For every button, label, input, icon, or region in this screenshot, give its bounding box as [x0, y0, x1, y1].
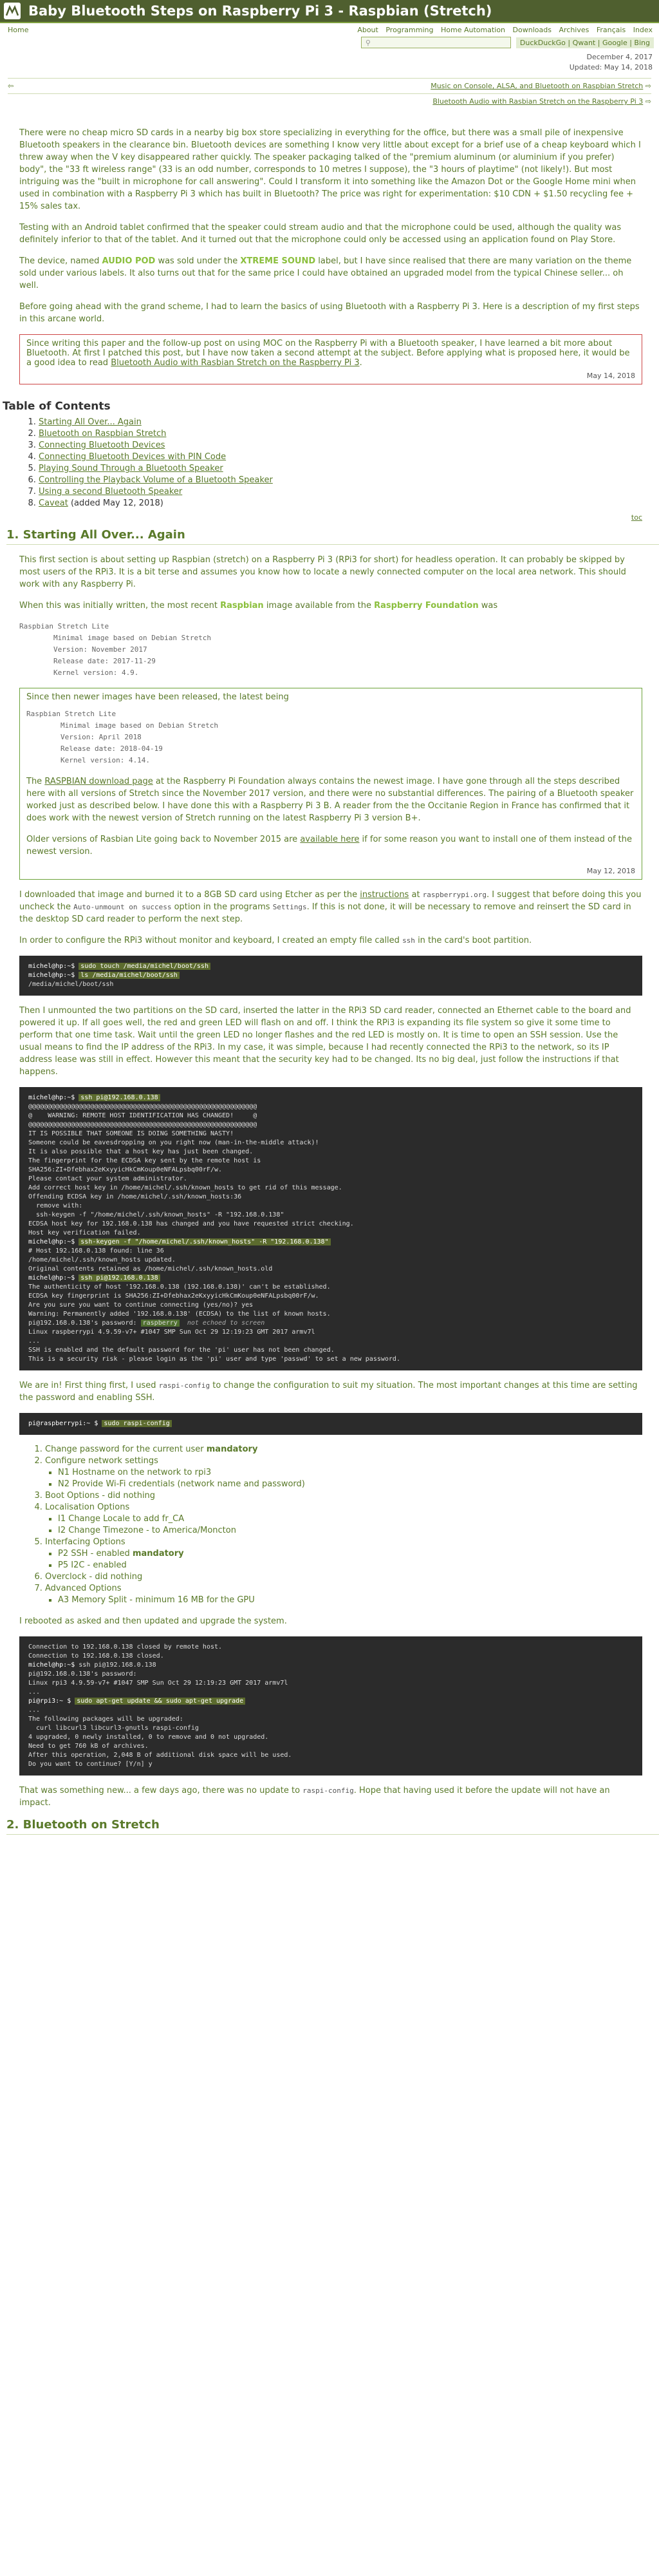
section-heading: 2. Bluetooth on Stretch [6, 1818, 659, 1835]
prev-post-link[interactable]: Music on Console, ALSA, and Bluetooth on Raspbian Stretch [431, 82, 644, 90]
search-engine-selector[interactable]: DuckDuckGo | Qwant | Google | Bing [516, 37, 654, 48]
search-icon: ⚲ [365, 38, 371, 47]
nav-home-automation[interactable]: Home Automation [440, 26, 506, 34]
toc-item: 5. Playing Sound Through a Bluetooth Speaker [39, 463, 642, 475]
site-header [0, 0, 659, 23]
nav-downloads[interactable]: Downloads [512, 26, 552, 34]
toc-item: 2. Bluetooth on Raspbian Stretch [39, 428, 642, 440]
nav-index[interactable]: Index [633, 26, 653, 34]
intro-paragraph: Testing with an Android tablet confirmed that the speaker could stream audio and that the microphone could be used, although the quality was definitely inferior to that of the tablet. And it turned out that the microphone could only be accessed using an application found on Play Store. [19, 223, 622, 245]
post-dates [0, 48, 659, 73]
list-item: 3. Boot Options - did nothing [45, 1490, 642, 1502]
page-title: Baby Bluetooth Steps on Raspberry Pi 3 - Raspbian (Stretch) [28, 3, 492, 19]
list-item: 6. Overclock - did nothing [45, 1571, 642, 1583]
post-navigation [8, 78, 651, 109]
nav-archives[interactable]: Archives [559, 26, 589, 34]
raspbian-download-link[interactable]: RASPBIAN download page [44, 777, 153, 786]
terminal-block: michel@hp:~$ sudo touch /media/michel/boot/ssh michel@hp:~$ ls /media/michel/boot/ssh /media/michel/boot/ssh [19, 956, 642, 996]
toc-item: 8. Caveat (added May 12, 2018) [39, 498, 642, 509]
right-arrow-icon: ⇨ [645, 97, 651, 106]
list-item: 2. Configure network settings ▪ N1 Hostname on the network to rpi3 ▪ N2 Provide Wi-Fi credentials (network name and password) [45, 1455, 642, 1490]
search-row [0, 34, 659, 48]
nav-francais[interactable]: Français [596, 26, 626, 34]
top-nav [0, 23, 659, 34]
main-nav [352, 26, 653, 34]
older-versions-link[interactable]: available here [300, 835, 360, 844]
section-heading: 1. Starting All Over... Again [6, 528, 659, 545]
toc-item: 6. Controlling the Playback Volume of a Bluetooth Speaker [39, 475, 642, 486]
site-logo[interactable] [4, 3, 21, 19]
nav-about[interactable]: About [357, 26, 378, 34]
nav-home[interactable]: Home [8, 26, 29, 34]
section-1: This first section is about setting up Raspbian (stretch) on a Raspberry Pi 3 (RPi3 for short) for headless operation. It can probably be skipped by most users of the RPi3. It is a bit terse and assumes you know how to locate a newly connected computer on the local area network. This should work with any Raspberry Pi. When this was initially written, the most recent Raspbian image available from the Raspberry Foundation was Raspbian Stretch Lite Minimal image based on Debian Stretch Version: November 2017 Release date: 2017-11-29 Kernel version: 4.9. Since then newer images have been released, the latest being Raspbian Stretch Lite Minimal image based on Debian Stretch Version: April 2018 Release date: 2018-04-19 Kernel version: 4.14. The RASPBIAN download page at the Raspberry Pi Foundation always contains the newest image. I have gone through all the steps described here with all versions of Stretch since the November 2017 version, and there were no substantial differences. The pairing of a Bluetooth speaker worked just as described below. I have done this with a Raspberry Pi 3 B. A reader from the the Occitanie Region in France has confirmed that it does work with the newest version of Stretch running on the latest Raspberry Pi 3 version B+. Older versions of Rasbian Lite going back to November 2015 are available here if for some reason you want to install one of them instead of the newest version. May 12, 2018 I downloaded that image and burned it to a 8GB SD card using Etcher as per the instructions at raspberrypi.org. I suggest that before doing this you uncheck the Auto-unmount on success option in the programs Settings. If this is not done, it will be necessary to remove and reinsert the SD card in the desktop SD card reader to perform the next step. In order to configure the RPi3 without monitor and keyboard, I created an empty file called ssh in the card's boot partition. michel@hp:~$ sudo touch /media/michel/boot/ssh michel@hp:~$ ls /media/michel/boot/ssh /media/michel/boot/ssh Then I unmounted the two partitions on the SD card, inserted the latter in the RPi3 SD card reader, connected an Ethernet cable to the board and powered it up. If all goes well, the red and green LED will flash on and off. I think the RPi3 is expanding its file system so give it some time to perform that one time task. Wait until the green LED no longer flashes and the red LED is mostly on. It is time to open an SSH session. Use the usual means to find the IP address of the RPi3. In my case, it was simple, because I had recently connected the RPi3 to the network, so its IP address lease was still in effect. However this meant that the security key had to be changed. Its no big deal, just follow the instructions if that happens. michel@hp:~$ ssh pi@192.168.0.138 @@@@@@@@@@@@@@@@@@@@@@@@@@@@@@@@@@@@@@@@@@@@@@@@@@@@@@@@@@@ @ WARNING: REMOTE HOST IDENTIFICATION HAS CHANGED! @ @@@@@@@@@@@@@@@@@@@@@@@@@@@@@@@@@@@@@@@@@@@@@@@@@@@@@@@@@@@ IT IS POSSIBLE THAT SOMEONE IS DOING SOMETHING NASTY! Someone could be eavesdropping on you right now (man-in-the-middle attack)! It is also possible that a host key has just been changed. The fingerprint for the ECDSA key sent by the remote host is SHA256:ZI+Dfebhax2eKxyyicHkCmKoup0eNFALpsbq00rF/w. Please contact your system administrator. Add correct host key in /home/michel/.ssh/known_hosts to get rid of this message. Offending ECDSA key in /home/michel/.ssh/known_hosts:36 remove with: ssh-keygen -f "/home/michel/.ssh/known_hosts" -R "192.168.0.138" ECDSA host key for 192.168.0.138 has changed and you have requested strict checking. Host key verification failed. michel@hp:~$ ssh-keygen -f "/home/michel/.ssh/known_hosts" -R "192.168.0.138" # Host 192.168.0.138 found: line 36 /home/michel/.ssh/known_hosts updated. Original contents retained as /home/michel/.ssh/known_hosts.old michel@hp:~$ ssh pi@192.168.0.138 The authenticity of host '192.168.0.138 (192.168.0.138)' can't be established. ECDSA key fingerprint is SHA256:ZI+Dfebhax2eKxyyicHkCmKoup0eNFALpsbq00rF/w. Are you sure you want to continue connecting (yes/no)? yes Warning: Permanently added '192.168.0.138' (ECDSA) to the list of known hosts. pi@192.168.0.138's password: raspberry not echoed to screen Linux raspberrypi 4.9.59-v7+ #1047 SMP Sun Oct 29 12:19:23 GMT 2017 armv7l ... SSH is enabled and the default password for the 'pi' user has not been changed. This is a security risk - please login as the 'pi' user and type 'passwd' to set a new password. We are in! First thing first, I used raspi-config to change the configuration to suit my situation. The most important changes at this time are setting the password and enabling SSH. pi@raspberrypi:~ $ sudo raspi-config 1. Change password for the current user mandatory 2. Configure network settings ▪ N1 Hostname on the network to rpi3 ▪ N2 Provide Wi-Fi credentials (network name and password) 3. Boot Options - did nothing 4. Localisation Options ▪ I1 Change Locale to add fr_CA ▪ I2 Change Timezone - to America/Moncton 5. Interfacing Options ▪ P2 SSH - enabled mandatory ▪ P5 I2C - enabled 6. Overclock - did nothing 7. Advanced Options ▪ A3 Memory Split - minimum 16 MB for the GPU I rebooted as asked and then updated and upgrade the system. Connection to 192.168.0.138 closed by remote host. Connection to 192.168.0.138 closed. michel@hp:~$ ssh pi@192.168.0.138 pi@192.168.0.138's password: Linux rpi3 4.9.59-v7+ #1047 SMP Sun Oct 29 12:19:23 GMT 2017 armv7l ... pi@rpi3:~ $ sudo apt-get update && sudo apt-get upgrade ... The following packages will be upgraded: curl libcurl3 libcurl3-gnutls raspi-config 4 upgraded, 0 newly installed, 0 to remove and 0 not upgraded. Need to get 760 kB of archives. After this operation, 2,048 B of additional disk space will be used. Do you want to continue? [Y/n] y That was something new... a few days ago, there was no update to raspi-config. Hope that having used it before the update will not have an impact. [0, 554, 659, 1809]
next-post-link[interactable]: Bluetooth Audio with Rasbian Stretch on the Raspberry Pi 3 [432, 97, 644, 106]
raspi-config-steps [45, 1444, 642, 1606]
list-item: 1. Change password for the current user mandatory [45, 1444, 642, 1455]
right-arrow-icon: ⇨ [645, 82, 651, 90]
instructions-link[interactable]: instructions [360, 890, 409, 900]
toc-title: Table of Contents [3, 400, 111, 413]
terminal-block: Connection to 192.168.0.138 closed by remote host. Connection to 192.168.0.138 closed. michel@hp:~$ ssh pi@192.168.0.138 pi@192.168.0.138's password: Linux rpi3 4.9.59-v7+ #1047 SMP Sun Oct 29 12:19:23 GMT 2017 armv7l ... pi@rpi3:~ $ sudo apt-get update && sudo apt-get upgrade ... The following packages will be upgraded: curl libcurl3 libcurl3-gnutls raspi-config 4 upgraded, 0 newly installed, 0 to remove and 0 not upgraded. Need to get 760 kB of archives. After this operation, 2,048 B of additional disk space will be used. Do you want to continue? [Y/n] y [19, 1636, 642, 1776]
intro-paragraph: Before going ahead with the grand scheme, I had to learn the basics of using Bluetooth with a Raspberry Pi 3. Here is a description of my first steps in this arcane world. [19, 302, 640, 324]
terminal-block: pi@raspberrypi:~ $ sudo raspi-config [19, 1413, 642, 1435]
toc-top-link[interactable]: toc [631, 513, 642, 522]
terminal-block: michel@hp:~$ ssh pi@192.168.0.138 @@@@@@@@@@@@@@@@@@@@@@@@@@@@@@@@@@@@@@@@@@@@@@@@@@@@@@@@@@@ @ WARNING: REMOTE HOST IDENTIFICATION HAS CHANGED! @ @@@@@@@@@@@@@@@@@@@@@@@@@@@@@@@@@@@@@@@@@@@@@@@@@@@@@@@@@@@ IT IS POSSIBLE THAT SOMEONE IS DOING SOMETHING NASTY! Someone could be eavesdropping on you right now (man-in-the-middle attack)! It is also possible that a host key has just been changed. The fingerprint for the ECDSA key sent by the remote host is SHA256:ZI+Dfebhax2eKxyyicHkCmKoup0eNFALpsbq00rF/w. Please contact your system administrator. Add correct host key in /home/michel/.ssh/known_hosts to get rid of this message. Offending ECDSA key in /home/michel/.ssh/known_hosts:36 remove with: ssh-keygen -f "/home/michel/.ssh/known_hosts" -R "192.168.0.138" ECDSA host key for 192.168.0.138 has changed and you have requested strict checking. Host key verification failed. michel@hp:~$ ssh-keygen -f "/home/michel/.ssh/known_hosts" -R "192.168.0.138" # Host 192.168.0.138 found: line 36 /home/michel/.ssh/known_hosts updated. Original contents retained as /home/michel/.ssh/known_hosts.old michel@hp:~$ ssh pi@192.168.0.138 The authenticity of host '192.168.0.138 (192.168.0.138)' can't be established. ECDSA key fingerprint is SHA256:ZI+Dfebhax2eKxyyicHkCmKoup0eNFALpsbq00rF/w. Are you sure you want to continue connecting (yes/no)? yes Warning: Permanently added '192.168.0.138' (ECDSA) to the list of known hosts. pi@192.168.0.138's password: raspberry not echoed to screen Linux raspberrypi 4.9.59-v7+ #1047 SMP Sun Oct 29 12:19:23 GMT 2017 armv7l ... SSH is enabled and the default password for the 'pi' user has not been changed. This is a security risk - please login as the 'pi' user and type 'passwd' to set a new password. [19, 1087, 642, 1370]
search-input[interactable] [361, 37, 511, 48]
updated-date: Updated: May 14, 2018 [569, 63, 653, 71]
left-arrow-icon[interactable]: ⇦ [8, 82, 14, 90]
toc-item: 7. Using a second Bluetooth Speaker [39, 486, 642, 498]
intro-paragraph: The device, named AUDIO POD was sold under the XTREME SOUND label, but I have since realised that there are many variation on the theme sold under various labels. It also turns out that for the same price I could have obtained an upgraded model from the typical Chinese seller... oh well. [19, 256, 632, 290]
update-note: Since writing this paper and the follow-up post on using MOC on the Raspberry Pi with a Bluetooth speaker, I have learned a bit more about Bluetooth. At first I patched this post, but I have now taken a second attempt at the subject. Before applying what is proposed here, it would be a good idea to read Bluetooth Audio with Rasbian Stretch on the Raspberry Pi 3. May 14, 2018 [19, 334, 642, 384]
note-date: May 14, 2018 [586, 372, 635, 380]
article [0, 127, 659, 384]
toc-item: 3. Connecting Bluetooth Devices [39, 440, 642, 451]
list-item: 4. Localisation Options ▪ I1 Change Locale to add fr_CA ▪ I2 Change Timezone - to America/Moncton [45, 1502, 642, 1537]
table-of-contents [39, 417, 642, 509]
second-attempt-link[interactable]: Bluetooth Audio with Rasbian Stretch on the Raspberry Pi 3 [111, 358, 360, 368]
toc-item: 4. Connecting Bluetooth Devices with PIN Code [39, 451, 642, 463]
version-info: Raspbian Stretch Lite Minimal image based on Debian Stretch Version: November 2017 Release date: 2017-11-29 Kernel version: 4.9. [19, 622, 212, 677]
list-item: 7. Advanced Options ▪ A3 Memory Split - minimum 16 MB for the GPU [45, 1583, 642, 1606]
version-info: Raspbian Stretch Lite Minimal image based on Debian Stretch Version: April 2018 Release date: 2018-04-19 Kernel version: 4.14. [26, 710, 219, 764]
nav-programming[interactable]: Programming [385, 26, 434, 34]
newer-images-note: Since then newer images have been released, the latest being Raspbian Stretch Lite Minimal image based on Debian Stretch Version: April 2018 Release date: 2018-04-19 Kernel version: 4.14. The RASPBIAN download page at the Raspberry Pi Foundation always contains the newest image. I have gone through all the steps described here with all versions of Stretch since the November 2017 version, and there were no substantial differences. The pairing of a Bluetooth speaker worked just as described below. I have done this with a Raspberry Pi 3 B. A reader from the the Occitanie Region in France has confirmed that it does work with the newest version of Stretch running on the latest Raspberry Pi 3 version B+. Older versions of Rasbian Lite going back to November 2015 are available here if for some reason you want to install one of them instead of the newest version. May 12, 2018 [19, 688, 642, 880]
published-date: December 4, 2017 [586, 53, 653, 61]
toc-item: 1. Starting All Over... Again [39, 417, 642, 428]
intro-paragraph: There were no cheap micro SD cards in a nearby big box store specializing in everything for the office, but there was a small pile of inexpensive Bluetooth speakers in the clearance bin. Bluetooth devices are something I know very little about except for a brief use of a cheap keyboard which I threw away when the V key disappeared rather quickly. The speaker packaging talked of the "premium aluminum (or aluminium if you prefer) body", the "33 ft wireless range" (33 is an odd number, corresponds to 10 metres I suppose), the "3 hours of playtime" (not likely!). But most intriguing was the "built in microphone for call answering". Could I transform it into something like the Amazon Dot or the Google Home mini when used in combination with a Raspberry Pi 3 which has built in Bluetooth? The price was right for experimentation: $10 CDN + $1.50 recycling fee + 15% sales tax. [19, 128, 641, 211]
list-item: 5. Interfacing Options ▪ P2 SSH - enabled mandatory ▪ P5 I2C - enabled [45, 1537, 642, 1571]
